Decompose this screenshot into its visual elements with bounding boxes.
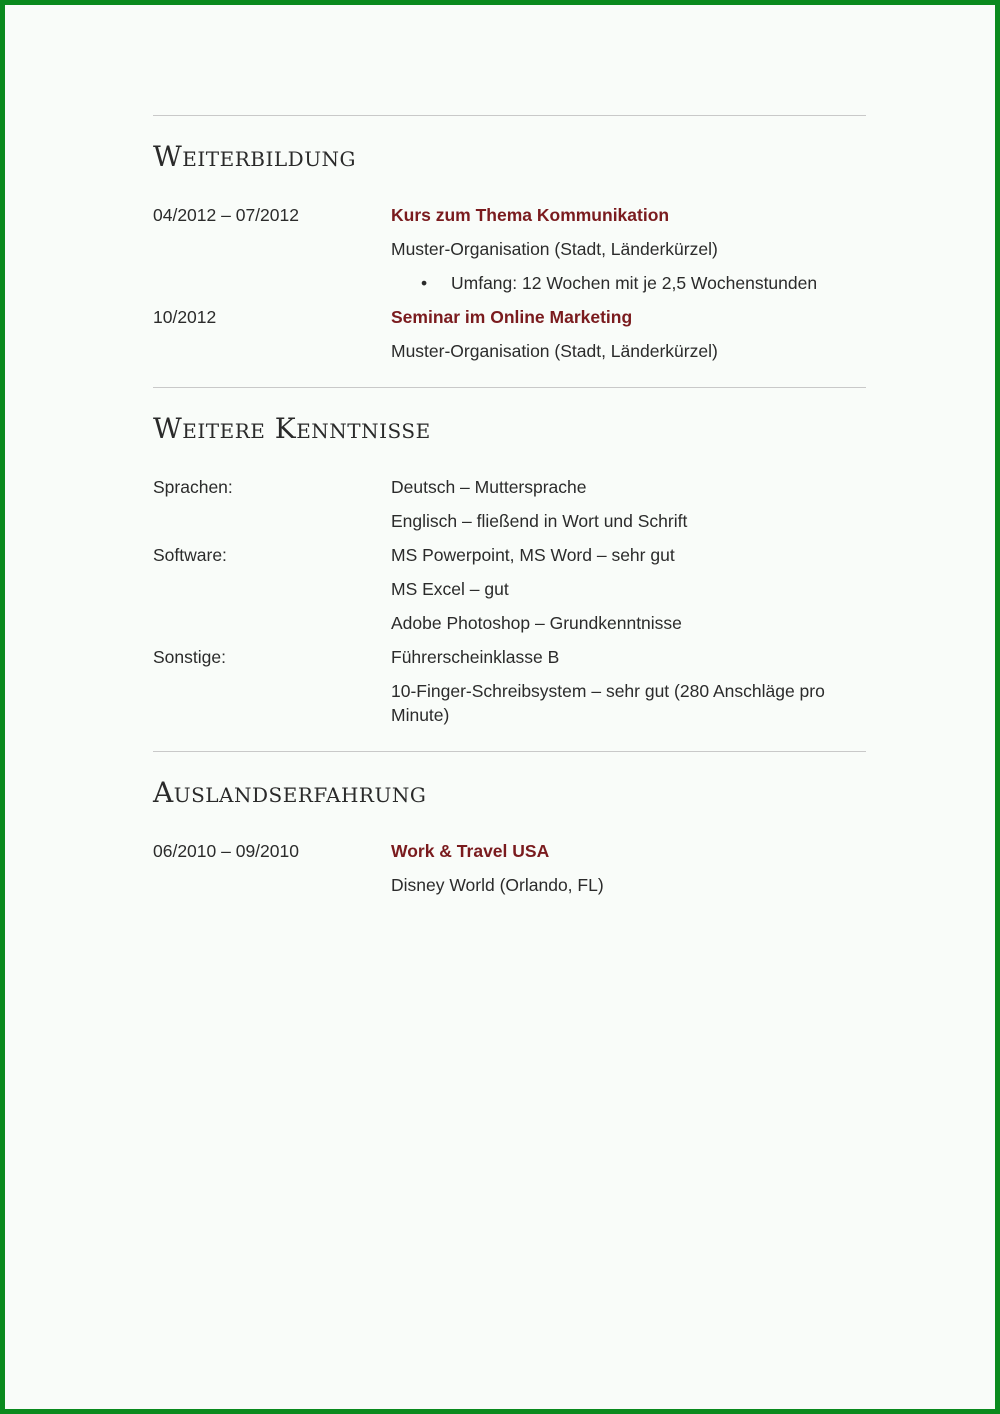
- entry-line: Muster-Organisation (Stadt, Länderkürzel): [391, 239, 718, 259]
- entry-line: Englisch – fließend in Wort und Schrift: [391, 511, 688, 531]
- entry-line: Muster-Organisation (Stadt, Länderkürzel): [391, 341, 718, 361]
- cv-entry: [153, 645, 866, 737]
- entry-details: [391, 839, 866, 907]
- entry-details: [391, 305, 866, 373]
- cv-entry: [153, 839, 866, 907]
- entry-details: [391, 543, 866, 645]
- entry-line: Adobe Photoshop – Grundkenntnisse: [391, 613, 682, 633]
- cv-entry: [153, 543, 866, 645]
- bullet-item: [391, 271, 866, 295]
- section-spacer: [153, 737, 866, 751]
- entry-label: 06/2010 – 09/2010: [153, 841, 299, 861]
- section-divider: [153, 751, 866, 752]
- entry-details: [391, 645, 866, 737]
- entry-label: Software:: [153, 545, 227, 565]
- entry-title: Kurs zum Thema Kommunikation: [391, 205, 670, 225]
- entry-line: MS Excel – gut: [391, 579, 509, 599]
- bullet-dot-icon: •: [421, 273, 428, 293]
- entry-line: MS Powerpoint, MS Word – sehr gut: [391, 545, 675, 565]
- section-title: Weitere Kenntnisse: [153, 412, 431, 445]
- entry-line: Führerscheinklasse B: [391, 647, 560, 667]
- section-spacer: [153, 907, 866, 921]
- cv-entry: [153, 203, 866, 305]
- cv-entry: [153, 475, 866, 543]
- cv-content: [153, 115, 866, 921]
- section-title: Weiterbildung: [153, 140, 357, 173]
- entry-line: Deutsch – Muttersprache: [391, 477, 587, 497]
- section-spacer: [153, 373, 866, 387]
- cv-entry: [153, 305, 866, 373]
- entry-label: 04/2012 – 07/2012: [153, 205, 299, 225]
- section-divider: [153, 387, 866, 388]
- entry-line: Disney World (Orlando, FL): [391, 875, 604, 895]
- section-title: Auslandserfahrung: [153, 776, 427, 809]
- entry-label: 10/2012: [153, 307, 217, 327]
- entry-line: 10-Finger-Schreibsystem – sehr gut (280 Anschläge pro Minute): [391, 681, 825, 725]
- entry-title: Work & Travel USA: [391, 841, 550, 861]
- bullet-text: Umfang: 12 Wochen mit je 2,5 Wochenstunden: [451, 273, 818, 293]
- entry-label: Sonstige:: [153, 647, 226, 667]
- section-divider: [153, 115, 866, 116]
- entry-title: Seminar im Online Marketing: [391, 307, 633, 327]
- entry-label: Sprachen:: [153, 477, 233, 497]
- entry-details: [391, 475, 866, 543]
- entry-details: [391, 203, 866, 305]
